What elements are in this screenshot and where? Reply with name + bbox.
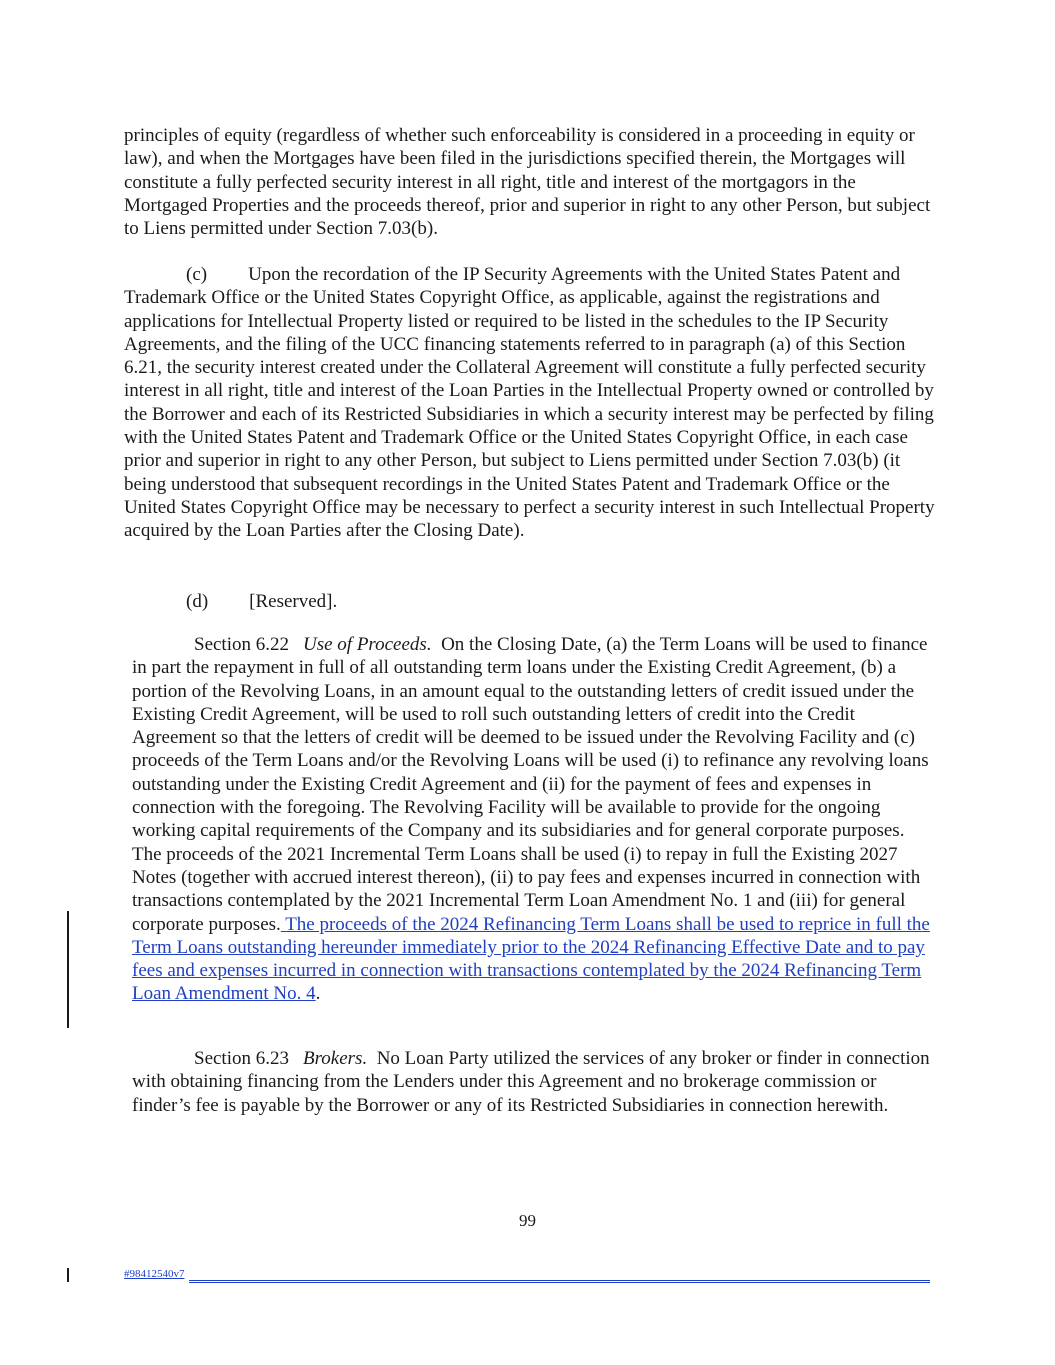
section-6-23 — [132, 1047, 932, 1117]
section-6-22 — [132, 633, 932, 1006]
section-6-22-number: Section 6.22 — [194, 634, 289, 655]
section-6-23-title: Brokers. — [303, 1048, 368, 1069]
document-id: #98412540v7 — [124, 1268, 185, 1280]
section-6-22-text: On the Closing Date, (a) the Term Loans will be used to finance in part the repayment in full of all outstanding term loans under the Existing Credit Agreement, (b) a portion of the Revolving Loans, in an amount equal to the outstanding letters of credit issued under the Existing Credit Agreement, will be used to roll such outstanding letters of credit into the Credit Agreement so that the letters of credit will be deemed to be issued under the Revolving Facility and (c) proceeds of the Term Loans and/or the Revolving Loans will be used (i) to refinance any revolving loans outstanding under the Existing Credit Agreement and (ii) for the payment of fees and expenses in connection with the foregoing. The Revolving Facility will be available to provide for the ongoing working capital requirements of the Company and its subsidiaries and for general corporate purposes. The proceeds of the 2021 Incremental Term Loans shall be used (i) to repay in full the Existing 2027 Notes (together with accrued interest thereon), (ii) to pay fees and expenses incurred in connection with transactions contemplated by the 2021 Incremental Term Loan Amendment No. 1 and (iii) for general corporate purposes. — [132, 634, 929, 935]
section-6-22-end-punct: . — [315, 983, 321, 1005]
footer-rule — [189, 1280, 930, 1283]
paragraph-c — [124, 263, 936, 543]
section-6-22-title: Use of Proceeds. — [303, 634, 432, 655]
paragraph-d — [124, 590, 936, 613]
revision-change-bar — [67, 911, 69, 1028]
footer-change-bar — [67, 1268, 69, 1282]
paragraph-d-label: (d) — [186, 591, 209, 612]
page-number: 99 — [519, 1211, 536, 1230]
section-6-23-number: Section 6.23 — [194, 1048, 289, 1069]
section-6-22-inserted-text: The proceeds of the 2024 Refinancing Term Loans shall be used to reprice in full the Term Loans outstanding hereunder immediately prior to the 2024 Refinancing Effective Date and to pay fees and expenses incurred in connection with transactions contemplated by the 2024 Refinancing Term Loan Amendment No. 4 — [132, 913, 930, 1005]
paragraph-c-label: (c) — [186, 264, 208, 285]
paragraph-c-text: Upon the recordation of the IP Security Agreements with the United States Patent and Trademark Office or the United States Copyright Office, as applicable, against the registrations and applications for Intellectual Property listed or required to be listed in the schedules to the IP Security Agreements, and the filing of the UCC financing statements referred to in paragraph (a) of this Section 6.21, the security interest created under the Collateral Agreement will constitute a fully perfected security interest in all right, title and interest of the Loan Parties in the Intellectual Property owned or controlled by the Borrower and each of its Restricted Subsidiaries in which a security interest may be perfected by filing with the United States Patent and Trademark Office or the United States Copyright Office, in each case prior and superior in right to any other Person, but subject to Liens permitted under Section 7.03(b) (it being understood that subsequent recordings in the United States Patent and Trademark Office or the United States Copyright Office may be necessary to perfect a security interest in such Intellectual Property acquired by the Loan Parties after the Closing Date). — [124, 264, 935, 542]
paragraph-continuation: principles of equity (regardless of whether such enforceability is considered in a proceeding in equity or law), and when the Mortgages have been filed in the jurisdictions specified therein, the Mortgages will constitute a fully perfected security interest in all right, title and interest of the mortgagors in the Mortgaged Properties and the proceeds thereof, prior and superior in right to any other Person, but subject to Liens permitted under Section 7.03(b). — [124, 125, 931, 240]
paragraph-d-text: [Reserved]. — [249, 591, 338, 612]
section-6-23-text: No Loan Party utilized the services of any broker or finder in connection with obtaining financing from the Lenders under this Agreement and no brokerage commission or finder’s fee is payable by the Borrower or any of its Restricted Subsidiaries in connection herewith. — [132, 1048, 930, 1116]
